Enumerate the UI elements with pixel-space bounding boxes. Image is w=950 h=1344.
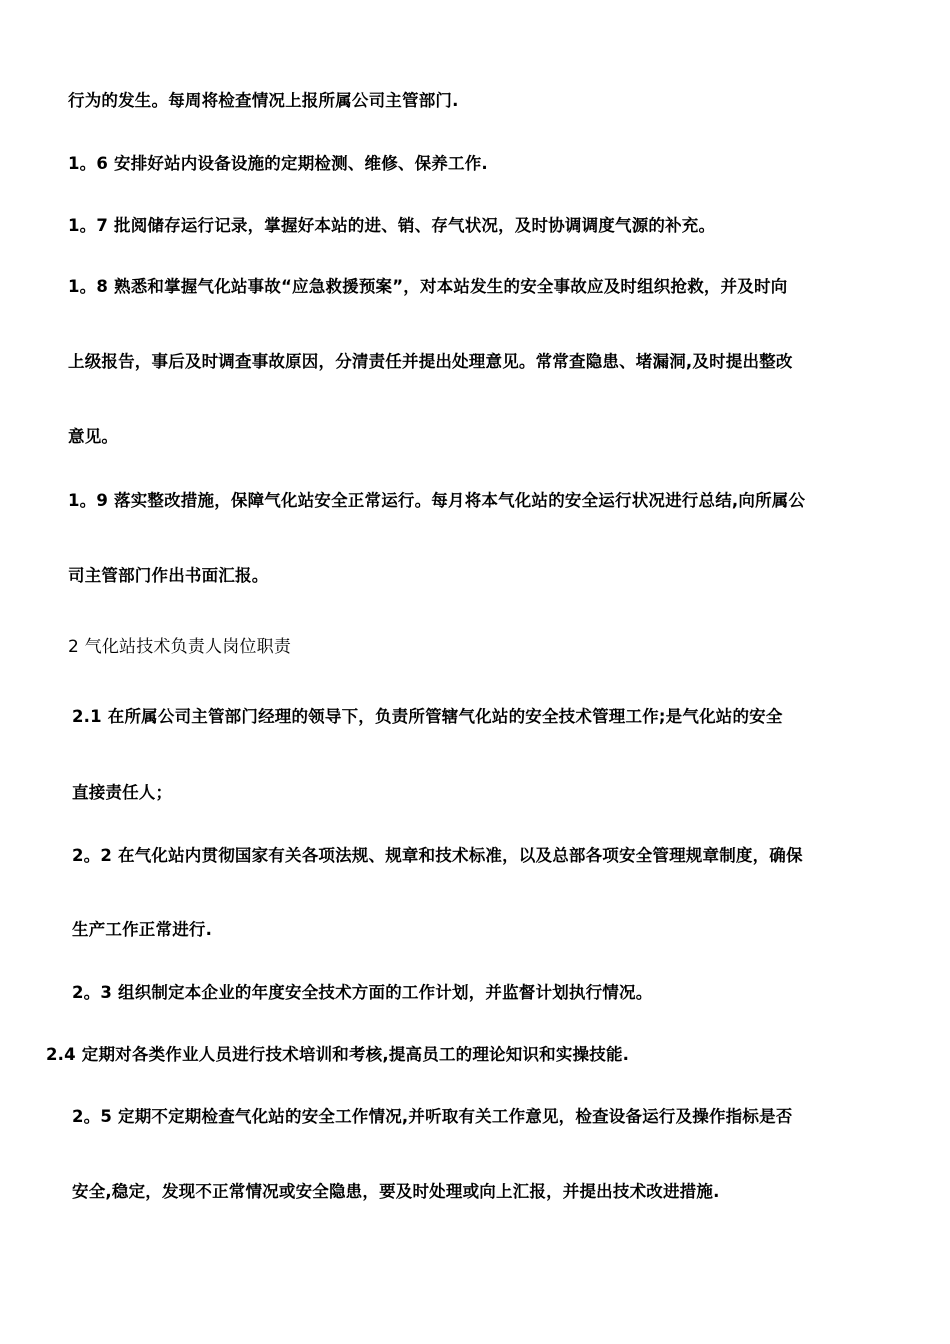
- section-heading: 2 气化站技术负责人岗位职责: [68, 637, 292, 657]
- paragraph-line: 生产工作正常进行.: [72, 920, 213, 939]
- paragraph-line: 2。5 定期不定期检查气化站的安全工作情况,并听取有关工作意见，检查设备运行及操作指标是否: [72, 1107, 793, 1126]
- paragraph-line: 2.4 定期对各类作业人员进行技术培训和考核,提高员工的理论知识和实操技能.: [46, 1045, 630, 1064]
- paragraph-line: 1。8 熟悉和掌握气化站事故“应急救援预案”，对本站发生的安全事故应及时组织抢救，并及时向: [68, 277, 788, 296]
- paragraph-line: 2.1 在所属公司主管部门经理的领导下，负责所管辖气化站的安全技术管理工作;是气化站的安全: [72, 707, 783, 726]
- paragraph-line: 1。6 安排好站内设备设施的定期检测、维修、保养工作.: [68, 154, 488, 173]
- paragraph-line: 1。7 批阅储存运行记录，掌握好本站的进、销、存气状况，及时协调调度气源的补充。: [68, 216, 716, 235]
- paragraph-line: 2。3 组织制定本企业的年度安全技术方面的工作计划，并监督计划执行情况。: [72, 983, 653, 1002]
- paragraph-line: 行为的发生。每周将检查情况上报所属公司主管部门.: [68, 91, 459, 110]
- paragraph-line: 1。9 落实整改措施，保障气化站安全正常运行。每月将本气化站的安全运行状况进行总结,向所属公: [68, 491, 806, 510]
- paragraph-line: 直接责任人；: [72, 783, 173, 802]
- paragraph-line: 2。2 在气化站内贯彻国家有关各项法规、规章和技术标准，以及总部各项安全管理规章制度，确保: [72, 846, 803, 865]
- paragraph-line: 意见。: [68, 427, 119, 446]
- paragraph-line: 上级报告，事后及时调查事故原因，分清责任并提出处理意见。常常查隐患、堵漏洞,及时提出整改: [68, 352, 793, 371]
- paragraph-line: 司主管部门作出书面汇报。: [68, 566, 269, 585]
- paragraph-line: 安全,稳定，发现不正常情况或安全隐患，要及时处理或向上汇报，并提出技术改进措施.: [72, 1182, 720, 1201]
